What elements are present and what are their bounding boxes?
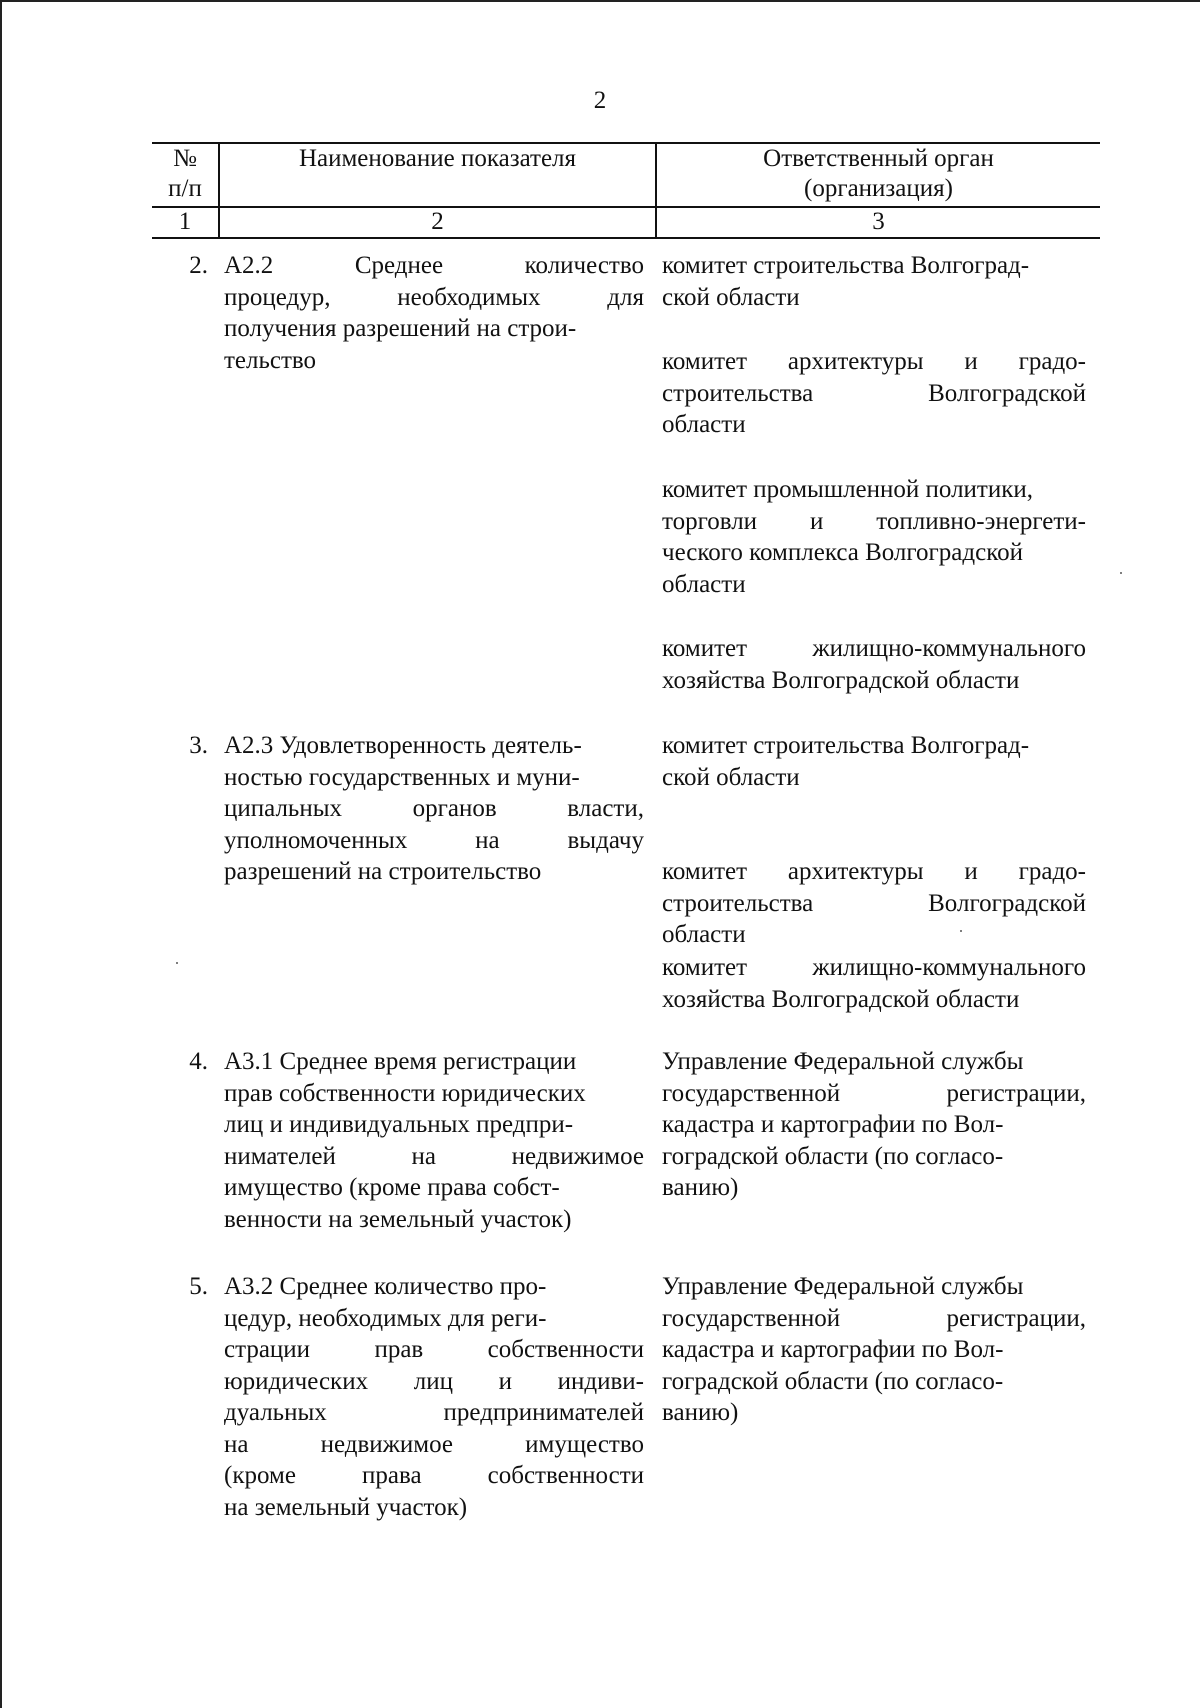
header-num-3: 3	[872, 208, 885, 235]
organization-line: Управление Федеральной службы	[662, 1273, 1024, 1300]
indicator-word: собственности	[487, 1462, 644, 1489]
indicator-line: А3.1 Среднее время регистрации	[224, 1048, 577, 1075]
indicator-line: разрешений на строительство	[224, 858, 542, 885]
header-col-organization	[657, 144, 1100, 204]
row-number: 3.	[189, 732, 208, 759]
organization-justified-line	[662, 1303, 1086, 1335]
indicator-text	[224, 250, 644, 376]
indicator-line: получения разрешений на строи-	[224, 315, 577, 342]
responsible-organization	[662, 1046, 1086, 1204]
indicator-line: А3.2 Среднее количество про-	[224, 1273, 547, 1300]
indicator-justified-line	[224, 793, 644, 825]
responsible-organization	[662, 952, 1086, 1015]
responsible-organization	[662, 1271, 1086, 1429]
scan-edge-left	[0, 0, 2, 1708]
organization-word: государственной	[662, 1079, 841, 1107]
organization-justified-line	[662, 888, 1086, 920]
organization-justified-line	[662, 633, 1086, 665]
indicator-word: недвижимое	[320, 1430, 454, 1458]
indicator-word: власти,	[567, 795, 644, 822]
organization-word: Волгоградской	[928, 379, 1086, 407]
indicator-word: прав	[374, 1336, 424, 1363]
responsible-organization	[662, 474, 1086, 600]
indicator-justified-line	[224, 1460, 644, 1492]
indicator-word: органов	[412, 795, 497, 822]
indicator-justified-line	[224, 1334, 644, 1366]
organization-justified-line	[662, 378, 1086, 410]
row-number: 2.	[189, 252, 208, 279]
row-number: 5.	[189, 1273, 208, 1300]
organization-line: хозяйства Волгоградской области	[662, 666, 1020, 694]
organization-line: гоградской области (по согласо-	[662, 1142, 1004, 1170]
indicator-word: предпринимателей	[443, 1399, 644, 1426]
indicator-word: собственности	[487, 1336, 644, 1363]
indicator-word: количество	[524, 252, 644, 279]
organization-word: комитет	[662, 635, 748, 662]
organization-justified-line	[662, 856, 1086, 888]
organization-line: гоградской области (по согласо-	[662, 1367, 1004, 1395]
indicator-justified-line	[224, 825, 644, 857]
organization-line: области	[662, 411, 746, 438]
indicator-text	[224, 730, 644, 888]
page-number: 2	[593, 87, 607, 114]
organization-word: Волгоградской	[928, 889, 1086, 917]
indicator-word: необходимых	[397, 283, 541, 311]
indicator-line: цедур, необходимых для реги-	[224, 1304, 547, 1332]
organization-line: Управление Федеральной службы	[662, 1048, 1024, 1075]
indicator-text	[224, 1046, 644, 1235]
indicator-word: лиц	[413, 1367, 453, 1395]
indicator-word: уполномоченных	[224, 826, 408, 854]
indicator-word: Среднее	[354, 252, 444, 279]
organization-word: строительства	[662, 889, 814, 917]
organization-line: области	[662, 921, 746, 948]
indicator-line: лиц и индивидуальных предпри-	[224, 1111, 574, 1138]
indicator-word: страции	[224, 1336, 311, 1363]
organization-line: ской области	[662, 283, 800, 311]
header-num-2: 2	[431, 208, 444, 235]
indicator-word: индиви-	[557, 1367, 644, 1395]
header-col-org-line1: Ответственный орган	[763, 145, 994, 172]
organization-word: регистрации,	[946, 1079, 1086, 1107]
indicator-line: прав собственности юридических	[224, 1079, 586, 1107]
indicator-word: юридических	[224, 1367, 369, 1395]
organization-word: градо-	[1018, 858, 1086, 885]
row-number: 4.	[189, 1048, 208, 1075]
responsible-organization	[662, 856, 1086, 951]
header-col-number	[152, 144, 218, 204]
indicator-line: на земельный участок)	[224, 1493, 468, 1521]
responsible-organization	[662, 250, 1086, 313]
organization-word: комитет	[662, 954, 748, 981]
organization-line: ванию)	[662, 1174, 739, 1201]
indicator-word: ципальных	[224, 795, 343, 822]
organization-line: ванию)	[662, 1399, 739, 1426]
indicator-line: ностью государственных и муни-	[224, 763, 580, 791]
header-col-indicator: Наименование показателя	[298, 145, 577, 172]
indicator-word: дуальных	[224, 1399, 327, 1426]
indicator-word: (кроме	[224, 1462, 296, 1489]
organization-word: комитет	[662, 858, 748, 885]
indicator-word: имущество	[525, 1430, 644, 1458]
organization-word: регистрации,	[946, 1304, 1086, 1332]
indicator-justified-line	[224, 1366, 644, 1398]
indicator-justified-line	[224, 250, 644, 282]
indicator-word: для	[607, 283, 644, 311]
organization-justified-line	[662, 952, 1086, 984]
indicator-word: на	[411, 1142, 436, 1170]
scan-edge-top	[0, 0, 1200, 2]
indicator-justified-line	[224, 1429, 644, 1461]
indicator-line: тельство	[224, 346, 317, 374]
indicator-word: выдачу	[567, 826, 644, 854]
responsible-organization	[662, 346, 1086, 441]
organization-line: комитет строительства Волгоград-	[662, 732, 1030, 759]
indicator-line: имущество (кроме права собст-	[224, 1174, 560, 1201]
organization-word: градо-	[1018, 348, 1086, 375]
table-header	[152, 142, 1100, 239]
header-num-1: 1	[178, 208, 192, 235]
indicator-word: на	[475, 826, 500, 854]
indicator-word: нимателей	[224, 1142, 336, 1170]
indicator-word: А2.2	[224, 252, 274, 279]
organization-justified-line	[662, 1078, 1086, 1110]
responsible-organization	[662, 730, 1086, 793]
organization-line: области	[662, 570, 746, 598]
indicator-word: процедур,	[224, 283, 331, 311]
indicator-word: и	[498, 1367, 512, 1395]
organization-word: и	[809, 507, 824, 535]
indicator-line: А2.3 Удовлетворенность деятель-	[224, 732, 582, 759]
organization-line: кадастра и картографии по Вол-	[662, 1336, 1004, 1363]
indicator-text	[224, 1271, 644, 1523]
scan-speck	[960, 930, 962, 932]
organization-line: ческого комплекса Волгоградской	[662, 539, 1023, 566]
indicator-justified-line	[224, 1141, 644, 1173]
organization-line: кадастра и картографии по Вол-	[662, 1111, 1004, 1138]
organization-word: жилищно-коммунального	[812, 635, 1086, 662]
organization-word: архитектуры	[787, 858, 924, 885]
organization-word: государственной	[662, 1304, 841, 1332]
organization-line: ской области	[662, 763, 800, 791]
header-col-org-line2: (организация)	[804, 175, 953, 202]
indicator-justified-line	[224, 1397, 644, 1429]
organization-word: торговли	[662, 507, 758, 535]
indicator-word: права	[362, 1462, 422, 1489]
organization-word: строительства	[662, 379, 814, 407]
organization-word: жилищно-коммунального	[812, 954, 1086, 981]
organization-word: архитектуры	[787, 348, 924, 375]
scan-speck	[176, 962, 178, 964]
organization-word: и	[964, 858, 978, 885]
organization-justified-line	[662, 346, 1086, 378]
organization-word: топливно-энергети-	[876, 507, 1086, 535]
organization-line: комитет промышленной политики,	[662, 476, 1034, 503]
organization-justified-line	[662, 506, 1086, 538]
organization-line: хозяйства Волгоградской области	[662, 985, 1020, 1013]
organization-word: комитет	[662, 348, 748, 375]
indicator-line: венности на земельный участок)	[224, 1205, 572, 1233]
organization-line: комитет строительства Волгоград-	[662, 252, 1030, 279]
indicator-word: на	[224, 1430, 249, 1458]
header-col-number-line2: п/п	[168, 175, 202, 202]
organization-word: и	[964, 348, 978, 375]
header-bottom-rule	[152, 237, 1100, 239]
header-col-number-line1: №	[173, 145, 197, 172]
responsible-organization	[662, 633, 1086, 696]
indicator-justified-line	[224, 282, 644, 314]
scan-speck	[1120, 572, 1122, 574]
indicator-word: недвижимое	[511, 1142, 644, 1170]
